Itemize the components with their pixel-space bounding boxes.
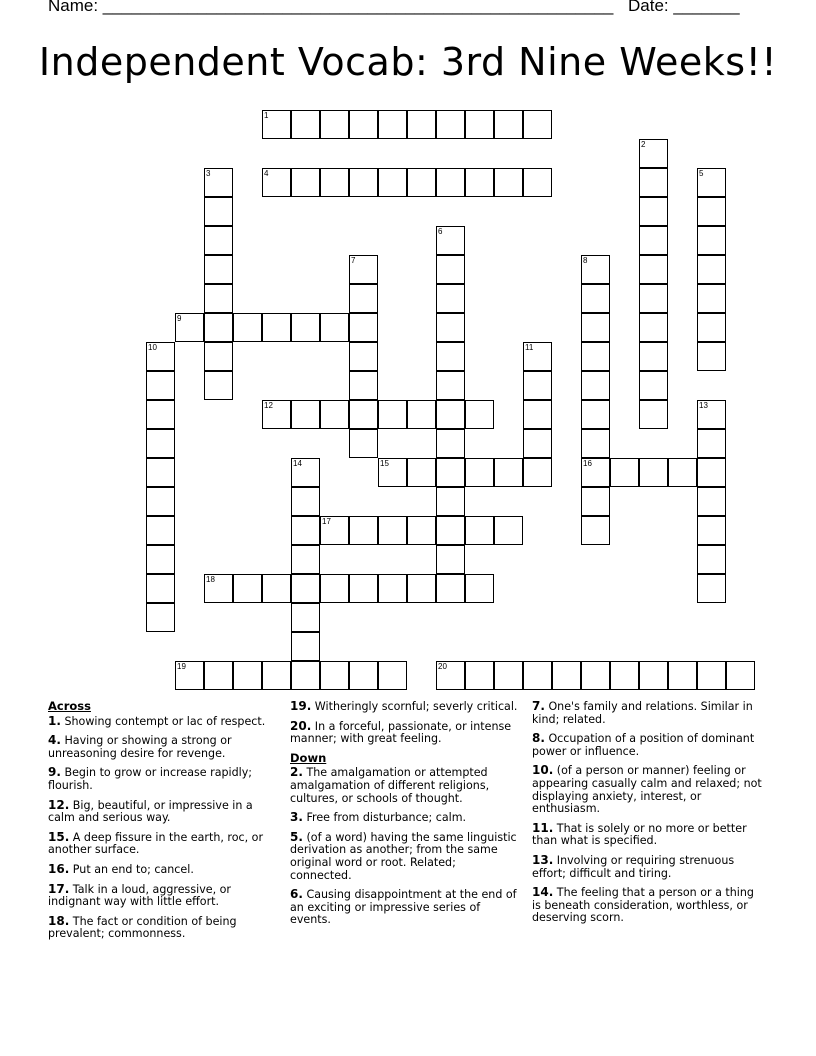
- clue-down: [532, 764, 764, 815]
- clue-down: [532, 886, 764, 925]
- grid-cell[interactable]: [465, 400, 494, 429]
- clue-text: (of a person or manner) feeling or appearing casually calm and relaxed; not displaying anxiety, interest, or enthusiasm.: [532, 764, 762, 816]
- grid-cell[interactable]: [639, 284, 668, 313]
- clue-down: [290, 811, 518, 825]
- grid-cell[interactable]: [639, 197, 668, 226]
- clue-number: 4.: [48, 733, 61, 748]
- grid-cell[interactable]: [349, 661, 378, 690]
- clue-text: Causing disappointment at the end of an exciting or impressive series of events.: [290, 888, 517, 927]
- grid-cell[interactable]: [581, 400, 610, 429]
- grid-cell[interactable]: [436, 661, 465, 690]
- grid-cell[interactable]: [349, 255, 378, 284]
- cell-number: 15: [380, 459, 389, 468]
- grid-cell[interactable]: [436, 313, 465, 342]
- grid-cell[interactable]: [697, 255, 726, 284]
- grid-cell[interactable]: [523, 371, 552, 400]
- grid-cell[interactable]: [523, 458, 552, 487]
- grid-cell[interactable]: [320, 661, 349, 690]
- grid-cell[interactable]: [581, 371, 610, 400]
- grid-cell[interactable]: [233, 313, 262, 342]
- grid-cell[interactable]: [436, 255, 465, 284]
- grid-cell[interactable]: [291, 603, 320, 632]
- grid-cell[interactable]: [204, 197, 233, 226]
- clue-down: [290, 766, 518, 805]
- clue-number: 1.: [48, 713, 61, 728]
- clue-column-3: [532, 700, 764, 931]
- grid-cell[interactable]: [610, 661, 639, 690]
- clue-text: A deep fissure in the earth, roc, or another surface.: [48, 830, 264, 857]
- grid-cell[interactable]: [581, 516, 610, 545]
- grid-cell[interactable]: [291, 110, 320, 139]
- grid-cell[interactable]: [523, 661, 552, 690]
- grid-cell[interactable]: [436, 429, 465, 458]
- grid-cell[interactable]: [436, 458, 465, 487]
- grid-cell[interactable]: [639, 313, 668, 342]
- clue-text: Begin to grow or increase rapidly; flourish.: [48, 766, 253, 792]
- clue-number: 16.: [48, 861, 70, 876]
- grid-cell[interactable]: [146, 516, 175, 545]
- grid-cell[interactable]: [146, 371, 175, 400]
- cell-number: 6: [438, 227, 443, 236]
- grid-cell[interactable]: [378, 110, 407, 139]
- grid-cell[interactable]: [146, 545, 175, 574]
- grid-cell[interactable]: [291, 516, 320, 545]
- clue-down: [290, 888, 518, 927]
- cell-number: 8: [583, 256, 588, 265]
- grid-cell[interactable]: [697, 284, 726, 313]
- grid-cell[interactable]: [639, 400, 668, 429]
- grid-cell[interactable]: [610, 458, 639, 487]
- grid-cell[interactable]: [407, 400, 436, 429]
- page-title: Independent Vocab: 3rd Nine Weeks!!: [38, 40, 778, 84]
- grid-cell[interactable]: [697, 197, 726, 226]
- grid-cell[interactable]: [523, 400, 552, 429]
- grid-cell[interactable]: [436, 545, 465, 574]
- grid-cell[interactable]: [146, 603, 175, 632]
- grid-cell[interactable]: [262, 110, 291, 139]
- grid-cell[interactable]: [494, 168, 523, 197]
- clue-across: [48, 766, 276, 792]
- grid-cell[interactable]: [291, 458, 320, 487]
- cell-number: 18: [206, 575, 215, 584]
- grid-cell[interactable]: [639, 661, 668, 690]
- cell-number: 3: [206, 169, 211, 178]
- grid-cell[interactable]: [639, 458, 668, 487]
- clue-number: 13.: [532, 852, 554, 867]
- grid-cell[interactable]: [204, 371, 233, 400]
- cell-number: 12: [264, 401, 273, 410]
- grid-cell[interactable]: [465, 574, 494, 603]
- clue-column-2: [290, 700, 518, 933]
- grid-cell[interactable]: [175, 313, 204, 342]
- grid-cell[interactable]: [436, 574, 465, 603]
- grid-cell[interactable]: [291, 400, 320, 429]
- grid-cell[interactable]: [668, 458, 697, 487]
- cell-number: 19: [177, 662, 186, 671]
- grid-cell[interactable]: [407, 110, 436, 139]
- grid-cell[interactable]: [436, 400, 465, 429]
- clue-list: [0, 700, 816, 1040]
- grid-cell[interactable]: [436, 168, 465, 197]
- grid-cell[interactable]: [465, 168, 494, 197]
- grid-cell[interactable]: [697, 342, 726, 371]
- grid-cell[interactable]: [639, 255, 668, 284]
- grid-cell[interactable]: [581, 284, 610, 313]
- grid-cell[interactable]: [291, 487, 320, 516]
- clue-text: (of a word) having the same linguistic derivation as another; from the same original word or root. Related; connected.: [290, 830, 517, 882]
- grid-cell[interactable]: [552, 661, 581, 690]
- grid-cell[interactable]: [320, 400, 349, 429]
- grid-cell[interactable]: [349, 429, 378, 458]
- grid-cell[interactable]: [378, 400, 407, 429]
- clue-down: [532, 700, 764, 726]
- across-heading: Across: [48, 699, 91, 713]
- grid-cell[interactable]: [204, 255, 233, 284]
- grid-cell[interactable]: [349, 400, 378, 429]
- grid-cell[interactable]: [407, 458, 436, 487]
- clue-across: [290, 700, 518, 714]
- grid-cell[interactable]: [436, 226, 465, 255]
- grid-cell[interactable]: [204, 574, 233, 603]
- clue-text: Put an end to; cancel.: [72, 862, 194, 876]
- grid-cell[interactable]: [436, 342, 465, 371]
- clue-across: [290, 720, 518, 746]
- grid-cell[interactable]: [378, 168, 407, 197]
- grid-cell[interactable]: [407, 574, 436, 603]
- clue-text: Witheringly scornful; severly critical.: [314, 700, 518, 713]
- clue-number: 20.: [290, 718, 312, 733]
- grid-cell[interactable]: [494, 661, 523, 690]
- grid-cell[interactable]: [494, 458, 523, 487]
- grid-cell[interactable]: [697, 226, 726, 255]
- grid-cell[interactable]: [349, 574, 378, 603]
- grid-cell[interactable]: [349, 342, 378, 371]
- grid-cell[interactable]: [639, 226, 668, 255]
- grid-cell[interactable]: [204, 313, 233, 342]
- grid-cell[interactable]: [233, 661, 262, 690]
- cell-number: 1: [264, 111, 269, 120]
- clue-number: 19.: [290, 699, 312, 713]
- grid-cell[interactable]: [697, 487, 726, 516]
- cell-number: 2: [641, 140, 646, 149]
- grid-cell[interactable]: [349, 110, 378, 139]
- cell-number: 10: [148, 343, 157, 352]
- name-field-label: Name: ______________________________________________________: [48, 0, 614, 15]
- grid-cell[interactable]: [378, 574, 407, 603]
- clue-text: Showing contempt or lac of respect.: [64, 714, 266, 728]
- clue-number: 5.: [290, 829, 303, 844]
- clue-down: [532, 822, 764, 848]
- clue-number: 18.: [48, 913, 70, 928]
- grid-cell[interactable]: [436, 284, 465, 313]
- grid-cell[interactable]: [465, 661, 494, 690]
- grid-cell[interactable]: [494, 110, 523, 139]
- clue-text: Having or showing a strong or unreasoning desire for revenge.: [48, 734, 232, 760]
- grid-cell[interactable]: [697, 313, 726, 342]
- grid-cell[interactable]: [697, 574, 726, 603]
- cell-number: 16: [583, 459, 592, 468]
- clue-across: [48, 831, 276, 857]
- grid-cell[interactable]: [581, 342, 610, 371]
- clue-number: 12.: [48, 797, 70, 812]
- clue-across: [48, 715, 276, 729]
- cell-number: 13: [699, 401, 708, 410]
- grid-cell[interactable]: [378, 661, 407, 690]
- grid-cell[interactable]: [146, 458, 175, 487]
- clue-down: [532, 854, 764, 880]
- grid-cell[interactable]: [639, 168, 668, 197]
- clue-number: 11.: [532, 820, 554, 835]
- grid-cell[interactable]: [697, 661, 726, 690]
- grid-cell[interactable]: [581, 458, 610, 487]
- grid-cell[interactable]: [349, 371, 378, 400]
- clue-across: [48, 915, 276, 941]
- clue-across: [48, 734, 276, 760]
- cell-number: 11: [525, 343, 534, 352]
- grid-cell[interactable]: [523, 429, 552, 458]
- clue-text: Talk in a loud, aggressive, or indignant way with little effort.: [48, 882, 231, 909]
- cell-number: 20: [438, 662, 447, 671]
- clue-text: Occupation of a position of dominant power or influence.: [532, 732, 755, 758]
- grid-cell[interactable]: [436, 487, 465, 516]
- grid-cell[interactable]: [639, 371, 668, 400]
- grid-cell[interactable]: [697, 458, 726, 487]
- grid-cell[interactable]: [233, 574, 262, 603]
- cell-number: 4: [264, 169, 269, 178]
- grid-cell[interactable]: [581, 661, 610, 690]
- grid-cell[interactable]: [291, 661, 320, 690]
- clue-text: In a forceful, passionate, or intense manner; with great feeling.: [290, 719, 512, 746]
- clue-number: 7.: [532, 699, 545, 713]
- grid-cell[interactable]: [262, 400, 291, 429]
- cell-number: 17: [322, 517, 331, 526]
- grid-cell[interactable]: [523, 110, 552, 139]
- grid-cell[interactable]: [581, 255, 610, 284]
- clue-text: Free from disturbance; calm.: [306, 811, 467, 825]
- grid-cell[interactable]: [523, 342, 552, 371]
- grid-cell[interactable]: [407, 516, 436, 545]
- grid-cell[interactable]: [668, 661, 697, 690]
- clue-column-1: [48, 700, 276, 947]
- grid-cell[interactable]: [291, 313, 320, 342]
- grid-cell[interactable]: [726, 661, 755, 690]
- grid-cell[interactable]: [436, 371, 465, 400]
- grid-cell[interactable]: [349, 284, 378, 313]
- grid-cell[interactable]: [639, 342, 668, 371]
- clue-number: 14.: [532, 885, 554, 900]
- grid-cell[interactable]: [697, 168, 726, 197]
- grid-cell[interactable]: [146, 342, 175, 371]
- grid-cell[interactable]: [320, 313, 349, 342]
- grid-cell[interactable]: [697, 545, 726, 574]
- grid-cell[interactable]: [291, 632, 320, 661]
- grid-cell[interactable]: [349, 168, 378, 197]
- clue-number: 3.: [290, 810, 303, 825]
- grid-cell[interactable]: [378, 458, 407, 487]
- grid-cell[interactable]: [262, 574, 291, 603]
- grid-cell[interactable]: [320, 110, 349, 139]
- clue-text: That is solely or no more or better than what is specified.: [532, 821, 747, 848]
- grid-cell[interactable]: [581, 429, 610, 458]
- grid-cell[interactable]: [436, 110, 465, 139]
- grid-cell[interactable]: [523, 168, 552, 197]
- grid-cell[interactable]: [291, 168, 320, 197]
- clue-text: Involving or requiring strenuous effort; difficult and tiring.: [532, 853, 735, 880]
- cell-number: 7: [351, 256, 356, 265]
- down-heading: Down: [290, 750, 327, 765]
- grid-cell[interactable]: [146, 487, 175, 516]
- grid-cell[interactable]: [407, 168, 436, 197]
- cell-number: 14: [293, 459, 302, 468]
- clue-number: 17.: [48, 881, 70, 896]
- grid-cell[interactable]: [436, 516, 465, 545]
- grid-cell[interactable]: [697, 400, 726, 429]
- grid-cell[interactable]: [291, 545, 320, 574]
- grid-cell[interactable]: [581, 313, 610, 342]
- grid-cell[interactable]: [697, 429, 726, 458]
- grid-cell[interactable]: [697, 516, 726, 545]
- grid-cell[interactable]: [349, 516, 378, 545]
- clue-number: 10.: [532, 763, 554, 778]
- grid-cell[interactable]: [262, 168, 291, 197]
- clue-text: The fact or condition of being prevalent; commonness.: [48, 914, 237, 941]
- grid-cell[interactable]: [262, 313, 291, 342]
- grid-cell[interactable]: [320, 516, 349, 545]
- clue-down: [532, 732, 764, 758]
- grid-cell[interactable]: [146, 574, 175, 603]
- grid-cell[interactable]: [146, 400, 175, 429]
- grid-cell[interactable]: [494, 516, 523, 545]
- grid-cell[interactable]: [204, 168, 233, 197]
- clue-number: 6.: [290, 887, 303, 902]
- grid-cell[interactable]: [581, 487, 610, 516]
- grid-cell[interactable]: [320, 168, 349, 197]
- clue-across: [48, 883, 276, 909]
- clue-number: 9.: [48, 765, 61, 780]
- grid-cell[interactable]: [639, 139, 668, 168]
- grid-cell[interactable]: [465, 458, 494, 487]
- clue-text: One's family and relations. Similar in kind; related.: [532, 700, 753, 726]
- grid-cell[interactable]: [204, 661, 233, 690]
- cell-number: 9: [177, 314, 182, 323]
- clue-number: 2.: [290, 765, 303, 780]
- date-field-label: Date: _______: [628, 0, 740, 15]
- grid-cell[interactable]: [291, 574, 320, 603]
- clue-across: [48, 863, 276, 877]
- grid-cell[interactable]: [378, 516, 407, 545]
- cell-number: 5: [699, 169, 704, 178]
- clue-text: Big, beautiful, or impressive in a calm and serious way.: [48, 798, 253, 825]
- clue-text: The feeling that a person or a thing is beneath consideration, worthless, or deserving scorn.: [532, 886, 754, 925]
- clue-across: [48, 799, 276, 825]
- clue-down: [290, 831, 518, 882]
- grid-cell[interactable]: [320, 574, 349, 603]
- grid-cell[interactable]: [465, 110, 494, 139]
- clue-text: The amalgamation or attempted amalgamation of different religions, cultures, or schools of thought.: [290, 766, 490, 805]
- grid-cell[interactable]: [349, 313, 378, 342]
- grid-cell[interactable]: [204, 342, 233, 371]
- clue-number: 8.: [532, 731, 545, 746]
- grid-cell[interactable]: [465, 516, 494, 545]
- grid-cell[interactable]: [204, 284, 233, 313]
- grid-cell[interactable]: [175, 661, 204, 690]
- grid-cell[interactable]: [146, 429, 175, 458]
- grid-cell[interactable]: [204, 226, 233, 255]
- clue-number: 15.: [48, 829, 70, 844]
- grid-cell[interactable]: [262, 661, 291, 690]
